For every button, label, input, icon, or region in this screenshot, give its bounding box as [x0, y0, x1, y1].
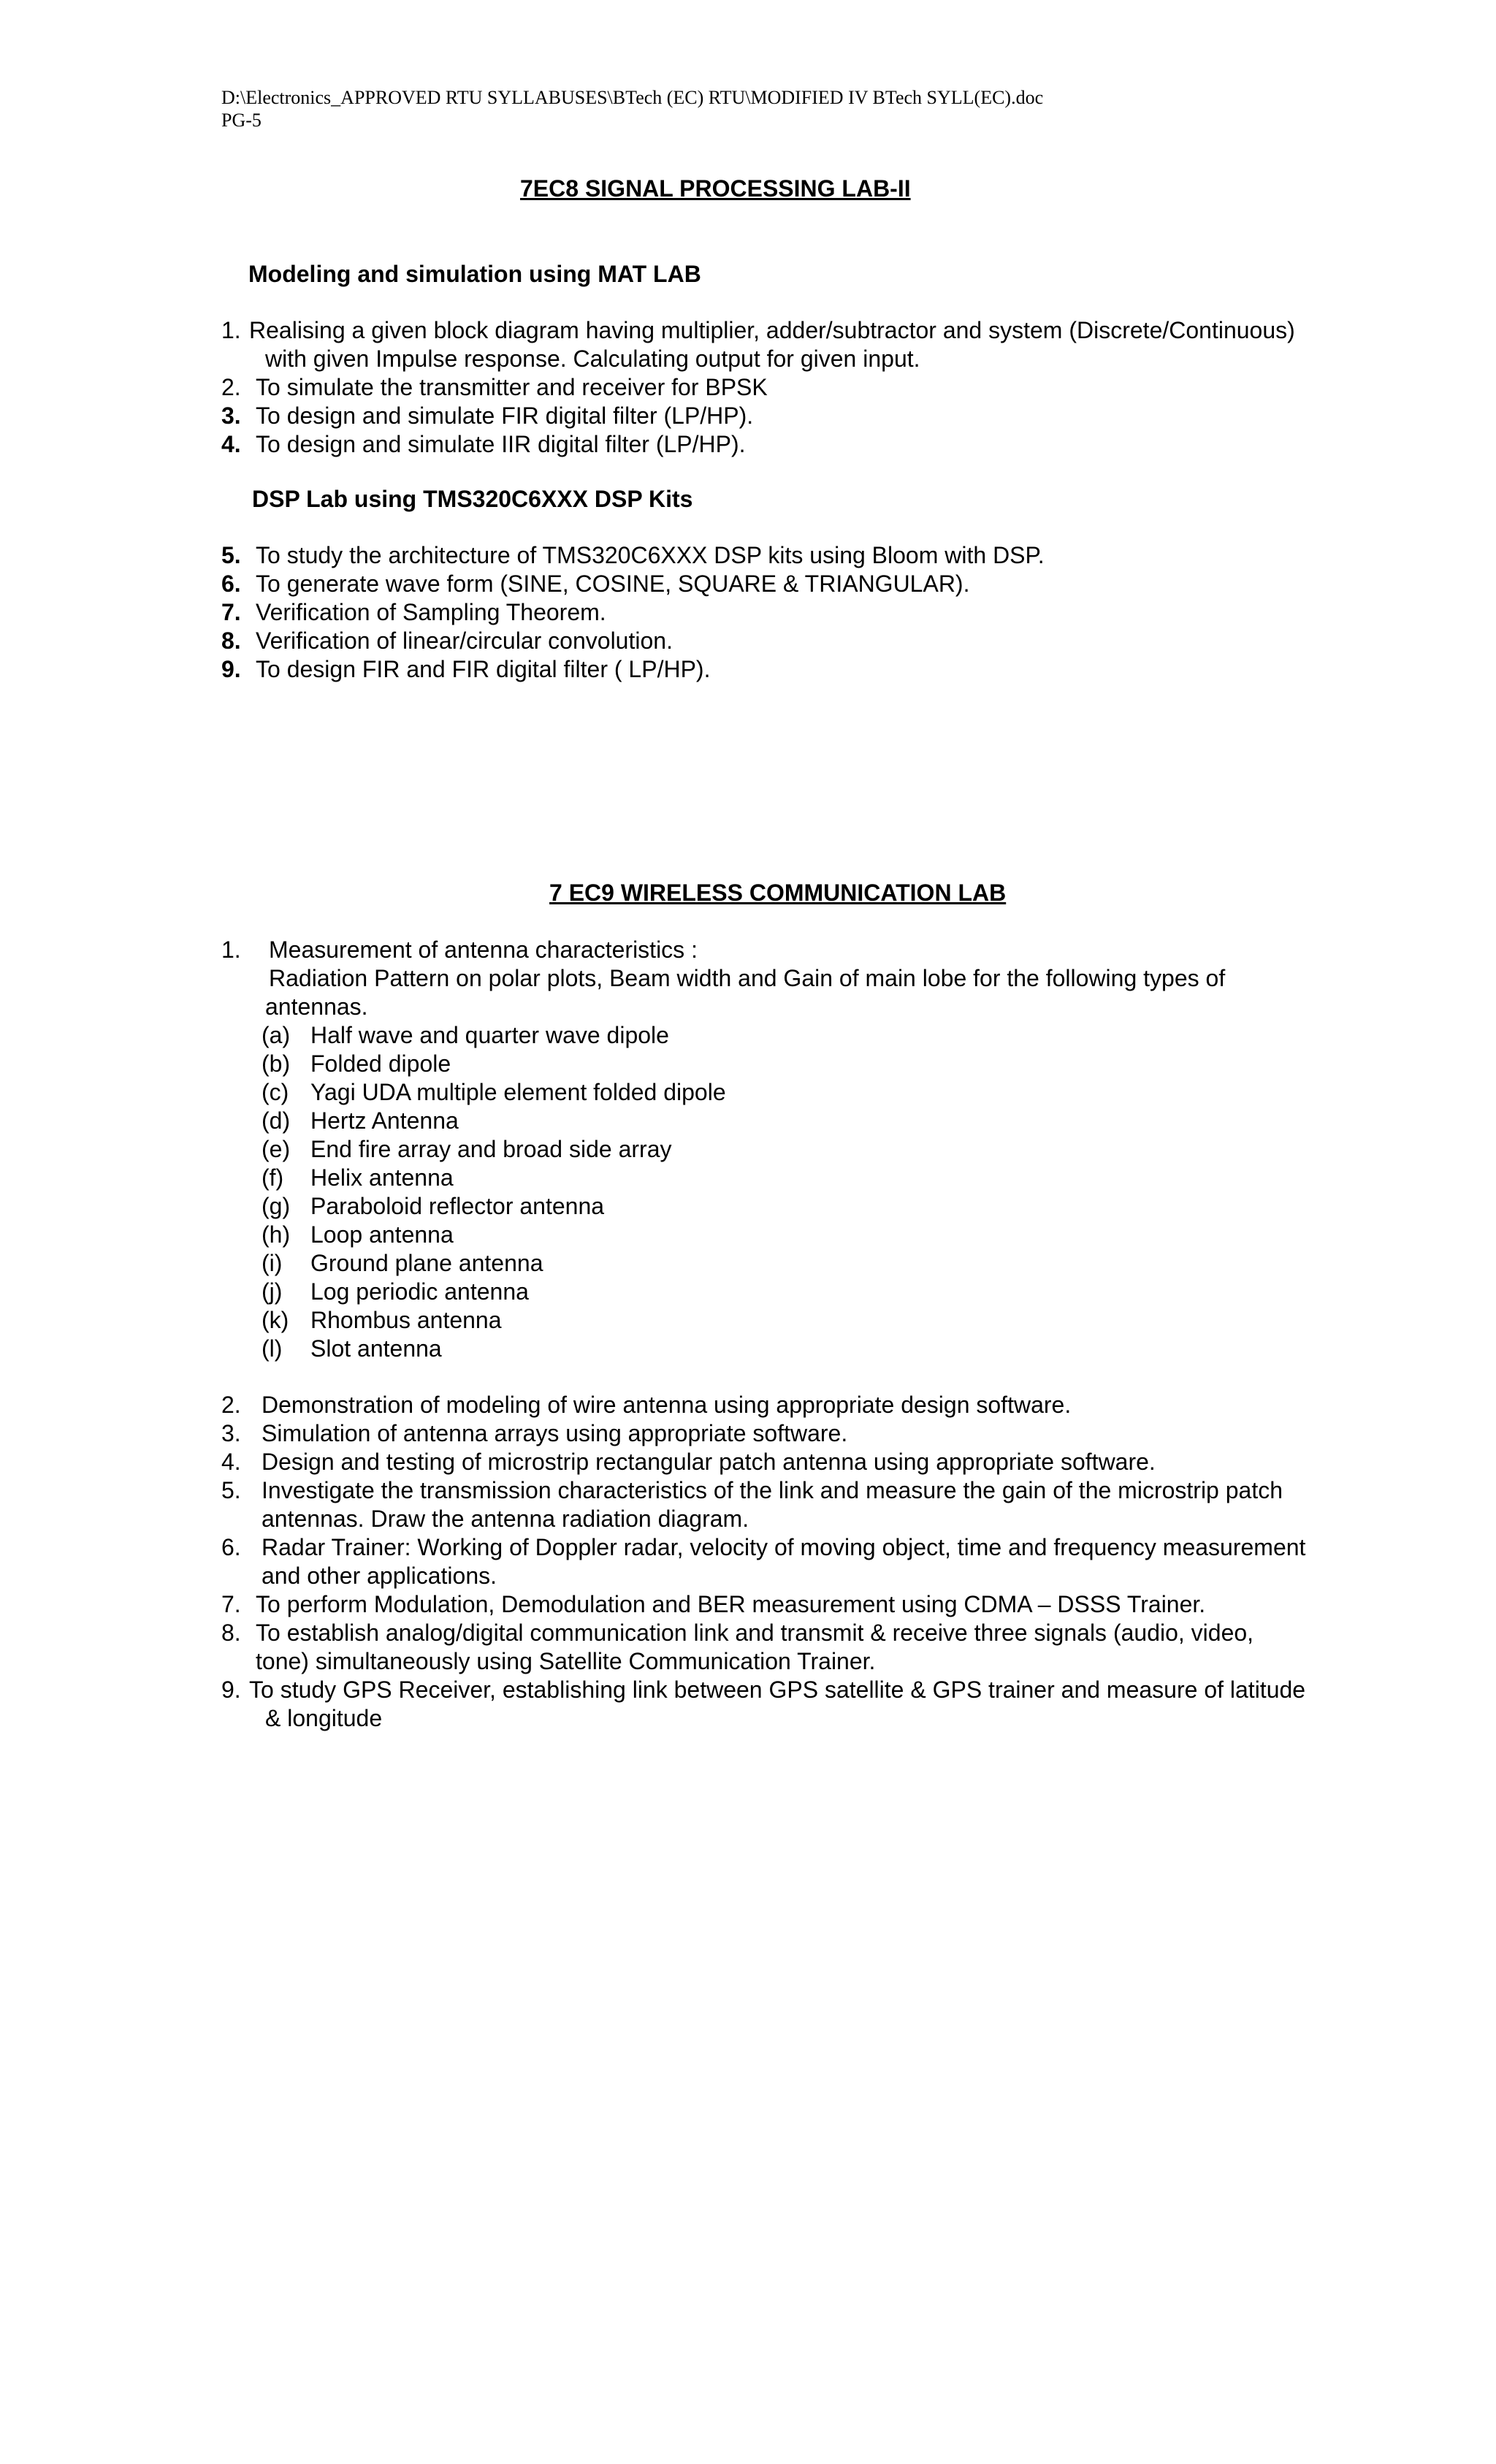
- item-number: 5.: [221, 542, 241, 568]
- sub-item-letter: (g): [262, 1193, 291, 1219]
- item-number: 8.: [221, 1620, 241, 1646]
- item-text: Measurement of antenna characteristics :: [269, 937, 698, 963]
- sub-item-text: Yagi UDA multiple element folded dipole: [310, 1079, 726, 1105]
- sub-item-letter: (f): [262, 1164, 284, 1191]
- sub-item-text: Log periodic antenna: [310, 1278, 529, 1305]
- item-number: 3.: [221, 403, 241, 429]
- item-number: 2.: [221, 374, 241, 400]
- sub-item-text: Helix antenna: [310, 1164, 454, 1191]
- item-number: 6.: [221, 1534, 241, 1560]
- sub-item-letter: (j): [262, 1278, 283, 1305]
- item-text: To design and simulate IIR digital filter (LP/HP).: [256, 431, 746, 457]
- item-text: antennas. Draw the antenna radiation diagram.: [262, 1506, 749, 1532]
- item-text: Investigate the transmission characteristics of the link and measure the gain of the microstrip patch: [262, 1477, 1283, 1503]
- sub-item-letter: (k): [262, 1307, 289, 1333]
- item-text: tone) simultaneously using Satellite Communication Trainer.: [256, 1648, 876, 1674]
- section-title-signal-processing: 7EC8 SIGNAL PROCESSING LAB-II: [520, 175, 911, 202]
- item-text: To establish analog/digital communication link and transmit & receive three signals (audio, video,: [256, 1620, 1254, 1646]
- item-number: 1.: [221, 317, 241, 343]
- sub-item-text: Ground plane antenna: [310, 1250, 543, 1276]
- item-text: Design and testing of microstrip rectangular patch antenna using appropriate software.: [262, 1449, 1156, 1475]
- sub-item-text: Folded dipole: [310, 1050, 451, 1077]
- item-text: To study GPS Receiver, establishing link between GPS satellite & GPS trainer and measure of latitude: [249, 1677, 1306, 1703]
- sub-item-text: Half wave and quarter wave dipole: [310, 1022, 669, 1048]
- item-text: and other applications.: [262, 1563, 497, 1589]
- item-text: To simulate the transmitter and receiver for BPSK: [256, 374, 768, 400]
- sub-item-text: Hertz Antenna: [310, 1107, 459, 1134]
- item-text: Radar Trainer: Working of Doppler radar, velocity of moving object, time and frequency measurement: [262, 1534, 1306, 1560]
- item-text: Demonstration of modeling of wire antenna using appropriate design software.: [262, 1392, 1072, 1418]
- item-number: 6.: [221, 571, 241, 597]
- section-title-wireless-communication: 7 EC9 WIRELESS COMMUNICATION LAB: [549, 880, 1007, 906]
- item-text: with given Impulse response. Calculating output for given input.: [265, 346, 920, 372]
- item-text: antennas.: [265, 993, 368, 1020]
- subheading-matlab: Modeling and simulation using MAT LAB: [248, 261, 701, 287]
- file-path: D:\Electronics_APPROVED RTU SYLLABUSES\BTech (EC) RTU\MODIFIED IV BTech SYLL(EC).doc: [221, 87, 1044, 108]
- item-number: 2.: [221, 1392, 241, 1418]
- item-text: Radiation Pattern on polar plots, Beam width and Gain of main lobe for the following types of: [269, 965, 1226, 991]
- item-number: 1.: [221, 937, 241, 963]
- item-text: To study the architecture of TMS320C6XXX DSP kits using Bloom with DSP.: [256, 542, 1045, 568]
- item-text: To perform Modulation, Demodulation and BER measurement using CDMA – DSSS Trainer.: [256, 1591, 1206, 1617]
- document-header: [221, 86, 1043, 131]
- subheading-dsp-lab: DSP Lab using TMS320C6XXX DSP Kits: [252, 486, 693, 512]
- item-number: 9.: [221, 656, 241, 682]
- sub-item-text: End fire array and broad side array: [310, 1136, 672, 1162]
- sub-item-letter: (b): [262, 1050, 291, 1077]
- item-text: & longitude: [265, 1705, 383, 1731]
- sub-item-letter: (e): [262, 1136, 291, 1162]
- sub-item-letter: (d): [262, 1107, 291, 1134]
- item-text: Realising a given block diagram having multiplier, adder/subtractor and system (Discrete/Continuous): [249, 317, 1295, 343]
- sub-item-text: Slot antenna: [310, 1335, 442, 1362]
- item-number: 5.: [221, 1477, 241, 1503]
- item-number: 7.: [221, 599, 241, 625]
- sub-item-letter: (c): [262, 1079, 289, 1105]
- item-text: To design FIR and FIR digital filter ( LP/HP).: [256, 656, 711, 682]
- sub-item-letter: (a): [262, 1022, 291, 1048]
- item-text: To design and simulate FIR digital filter (LP/HP).: [256, 403, 754, 429]
- item-text: Simulation of antenna arrays using appropriate software.: [262, 1420, 848, 1446]
- sub-item-letter: (l): [262, 1335, 283, 1362]
- item-number: 4.: [221, 431, 241, 457]
- page-number: PG-5: [221, 110, 262, 131]
- item-text: Verification of linear/circular convolution.: [256, 628, 673, 654]
- item-text: Verification of Sampling Theorem.: [256, 599, 606, 625]
- sub-item-text: Paraboloid reflector antenna: [310, 1193, 605, 1219]
- item-number: 8.: [221, 628, 241, 654]
- sub-item-letter: (i): [262, 1250, 283, 1276]
- sub-item-text: Rhombus antenna: [310, 1307, 502, 1333]
- item-number: 7.: [221, 1591, 241, 1617]
- item-number: 4.: [221, 1449, 241, 1475]
- sub-item-letter: (h): [262, 1221, 291, 1248]
- sub-item-text: Loop antenna: [310, 1221, 454, 1248]
- item-number: 9.: [221, 1677, 241, 1703]
- item-text: To generate wave form (SINE, COSINE, SQUARE & TRIANGULAR).: [256, 571, 970, 597]
- item-number: 3.: [221, 1420, 241, 1446]
